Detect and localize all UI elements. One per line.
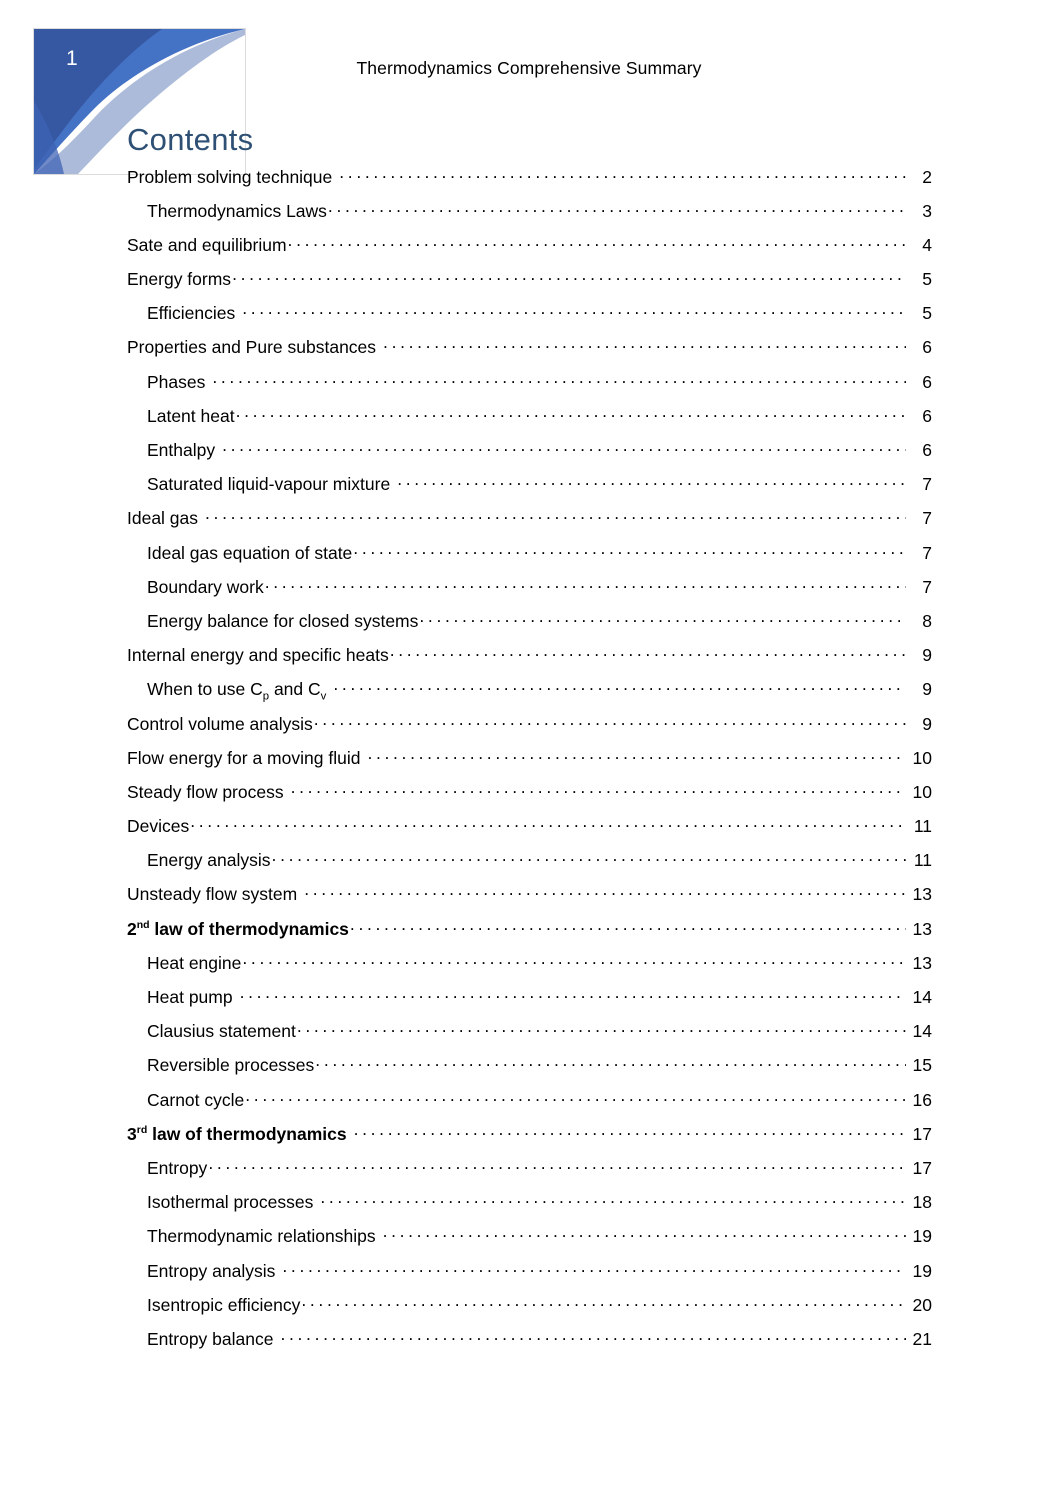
toc-dot-leader (242, 951, 906, 969)
toc-dot-leader (297, 1020, 906, 1038)
toc-dot-leader (190, 815, 906, 833)
toc-entry-label: Energy forms (127, 269, 232, 290)
toc-dot-leader (274, 1327, 906, 1345)
toc-entry-page-number: 7 (922, 542, 932, 563)
toc-entry[interactable] (127, 404, 932, 438)
toc-entry[interactable] (127, 712, 932, 746)
toc-entry-label: Properties and Pure substances (127, 337, 377, 358)
toc-entry[interactable] (127, 268, 932, 302)
toc-entry-page-number: 10 (912, 781, 932, 802)
toc-dot-leader (328, 199, 906, 217)
toc-dot-leader (314, 712, 906, 730)
toc-entry-page-number: 16 (912, 1089, 932, 1110)
toc-entry[interactable] (127, 951, 932, 985)
toc-dot-leader (232, 268, 906, 286)
toc-entry[interactable] (127, 439, 932, 473)
toc-entry[interactable] (127, 370, 932, 404)
toc-entry[interactable] (127, 1156, 932, 1190)
toc-entry[interactable] (127, 507, 932, 541)
toc-entry-label: Latent heat (147, 405, 235, 426)
toc-entry[interactable] (127, 883, 932, 917)
toc-entry-label: Energy analysis (147, 850, 271, 871)
toc-entry[interactable] (127, 473, 932, 507)
toc-entry-page-number: 8 (922, 610, 932, 631)
toc-dot-leader (377, 336, 906, 354)
toc-entry[interactable] (127, 815, 932, 849)
toc-entry[interactable] (127, 780, 932, 814)
toc-dot-leader (391, 473, 906, 491)
toc-entry-page-number: 13 (912, 918, 932, 939)
toc-dot-leader (419, 609, 906, 627)
toc-entry[interactable] (127, 1122, 932, 1156)
toc-dot-leader (216, 439, 906, 457)
toc-dot-leader (276, 1259, 906, 1277)
toc-entry-page-number: 11 (913, 850, 932, 871)
toc-dot-leader (199, 507, 906, 525)
toc-entry[interactable] (127, 1293, 932, 1327)
toc-entry-page-number: 10 (912, 747, 932, 768)
toc-entry-page-number: 5 (922, 303, 932, 324)
toc-entry-label: Unsteady flow system (127, 884, 298, 905)
toc-entry[interactable] (127, 644, 932, 678)
toc-entry-page-number: 13 (912, 952, 932, 973)
toc-entry[interactable] (127, 746, 932, 780)
toc-entry[interactable] (127, 336, 932, 370)
toc-entry-label: 3rd law of thermodynamics (127, 1123, 347, 1144)
toc-entry-page-number: 17 (912, 1123, 932, 1144)
toc-entry[interactable] (127, 1259, 932, 1293)
toc-dot-leader (377, 1225, 906, 1243)
toc-entry-label: Heat pump (147, 987, 233, 1007)
toc-entry-page-number: 14 (912, 987, 932, 1007)
toc-dot-leader (314, 1191, 906, 1209)
toc-entry-label: Sate and equilibrium (127, 234, 287, 255)
page-number: 1 (66, 47, 78, 70)
toc-entry-label: Entropy balance (147, 1328, 274, 1349)
toc-entry-page-number: 7 (922, 474, 932, 495)
toc-entry-label: Boundary work (147, 576, 264, 597)
toc-entry-label: Entropy analysis (147, 1260, 276, 1281)
toc-entry-page-number: 13 (912, 884, 932, 905)
toc-entry-page-number: 3 (922, 200, 932, 221)
toc-entry[interactable] (127, 302, 932, 336)
toc-entry[interactable] (127, 199, 932, 233)
toc-dot-leader (301, 1293, 906, 1311)
toc-entry-label: Ideal gas equation of state (147, 542, 353, 563)
toc-entry-label: Saturated liquid-vapour mixture (147, 474, 391, 495)
toc-entry-label: Phases (147, 371, 206, 392)
toc-entry[interactable] (127, 917, 932, 951)
toc-entry-label: Heat engine (147, 952, 242, 973)
toc-entry-page-number: 6 (922, 405, 932, 426)
toc-entry[interactable] (127, 1327, 932, 1361)
toc-entry-label: Reversible processes (147, 1055, 315, 1076)
toc-dot-leader (272, 849, 906, 867)
toc-entry-label: Steady flow process (127, 781, 284, 802)
toc-entry[interactable] (127, 165, 932, 199)
toc-entry-page-number: 15 (912, 1055, 932, 1076)
toc-entry-label: Control volume analysis (127, 713, 313, 734)
toc-dot-leader (265, 575, 906, 593)
toc-entry-label: Isentropic efficiency (147, 1294, 301, 1315)
toc-entry[interactable] (127, 233, 932, 267)
toc-entry[interactable] (127, 1020, 932, 1054)
toc-entry-page-number: 18 (912, 1192, 932, 1213)
toc-dot-leader (236, 404, 906, 422)
toc-dot-leader (390, 644, 906, 662)
toc-entry-label: Entropy (147, 1157, 208, 1178)
toc-entry-label: Energy balance for closed systems (147, 610, 419, 631)
toc-dot-leader (298, 883, 906, 901)
toc-entry-label: Flow energy for a moving fluid (127, 747, 361, 768)
toc-entry-page-number: 5 (922, 269, 932, 290)
toc-entry-page-number: 19 (912, 1226, 932, 1247)
toc-entry[interactable] (127, 541, 932, 575)
toc-entry-label: Carnot cycle (147, 1089, 245, 1110)
toc-dot-leader (288, 233, 906, 251)
toc-entry-label: Devices (127, 816, 190, 837)
toc-dot-leader (245, 1088, 906, 1106)
toc-entry[interactable] (127, 1054, 932, 1088)
toc-entry-label: Ideal gas (127, 508, 199, 529)
toc-dot-leader (361, 746, 906, 764)
toc-entry-label: Thermodynamic relationships (147, 1226, 376, 1247)
toc-entry-page-number: 17 (912, 1157, 932, 1178)
toc-entry-page-number: 6 (922, 440, 932, 460)
toc-entry[interactable] (127, 1191, 932, 1225)
toc-entry-label: Internal energy and specific heats (127, 645, 389, 666)
toc-entry[interactable] (127, 849, 932, 883)
toc-entry[interactable] (127, 678, 932, 712)
toc-entry-page-number: 4 (922, 234, 932, 255)
toc-entry-label: When to use $C_p$ and $C_v$ (147, 679, 327, 703)
toc-dot-leader (348, 1122, 906, 1140)
toc-entry-page-number: 14 (912, 1021, 932, 1042)
toc-entry-label: Enthalpy (147, 440, 216, 460)
toc-entry-label: Efficiencies (147, 303, 236, 324)
toc-dot-leader (285, 780, 906, 798)
toc-dot-leader (206, 370, 906, 388)
toc-entry-label: 2nd law of thermodynamics (127, 918, 349, 939)
toc-entry-page-number: 9 (922, 679, 932, 700)
toc-entry-label: Thermodynamics Laws (147, 200, 327, 221)
toc-entry-label: Isothermal processes (147, 1192, 314, 1213)
toc-dot-leader (350, 917, 906, 935)
toc-entry-page-number: 6 (922, 337, 932, 358)
toc-entry[interactable] (127, 575, 932, 609)
toc-dot-leader (353, 541, 906, 559)
toc-entry-page-number: 9 (922, 645, 932, 666)
toc-entry-page-number: 2 (922, 166, 932, 187)
toc-entry-label: Clausius statement (147, 1021, 296, 1042)
toc-entry-label: Problem solving technique (127, 166, 333, 187)
toc-entry[interactable] (127, 986, 932, 1020)
toc-entry-page-number: 19 (912, 1260, 932, 1281)
toc-entry-page-number: 7 (922, 576, 932, 597)
toc-dot-leader (236, 302, 906, 320)
toc-entry-page-number: 6 (922, 371, 932, 392)
toc-entry-page-number: 21 (912, 1328, 932, 1349)
table-of-contents (127, 165, 932, 1362)
toc-entry-page-number: 7 (922, 508, 932, 529)
header-title: Thermodynamics Comprehensive Summary (356, 58, 702, 78)
toc-entry-page-number: 9 (922, 713, 932, 734)
page-title: Contents (127, 122, 254, 157)
toc-entry-page-number: 20 (912, 1294, 932, 1315)
toc-dot-leader (315, 1054, 906, 1072)
toc-entry[interactable] (127, 1225, 932, 1259)
toc-dot-leader (208, 1156, 906, 1174)
toc-entry-page-number: 11 (913, 816, 932, 837)
toc-dot-leader (234, 986, 906, 1004)
toc-entry[interactable] (127, 1088, 932, 1122)
toc-entry[interactable] (127, 609, 932, 643)
toc-dot-leader (327, 678, 906, 696)
toc-dot-leader (333, 165, 906, 183)
